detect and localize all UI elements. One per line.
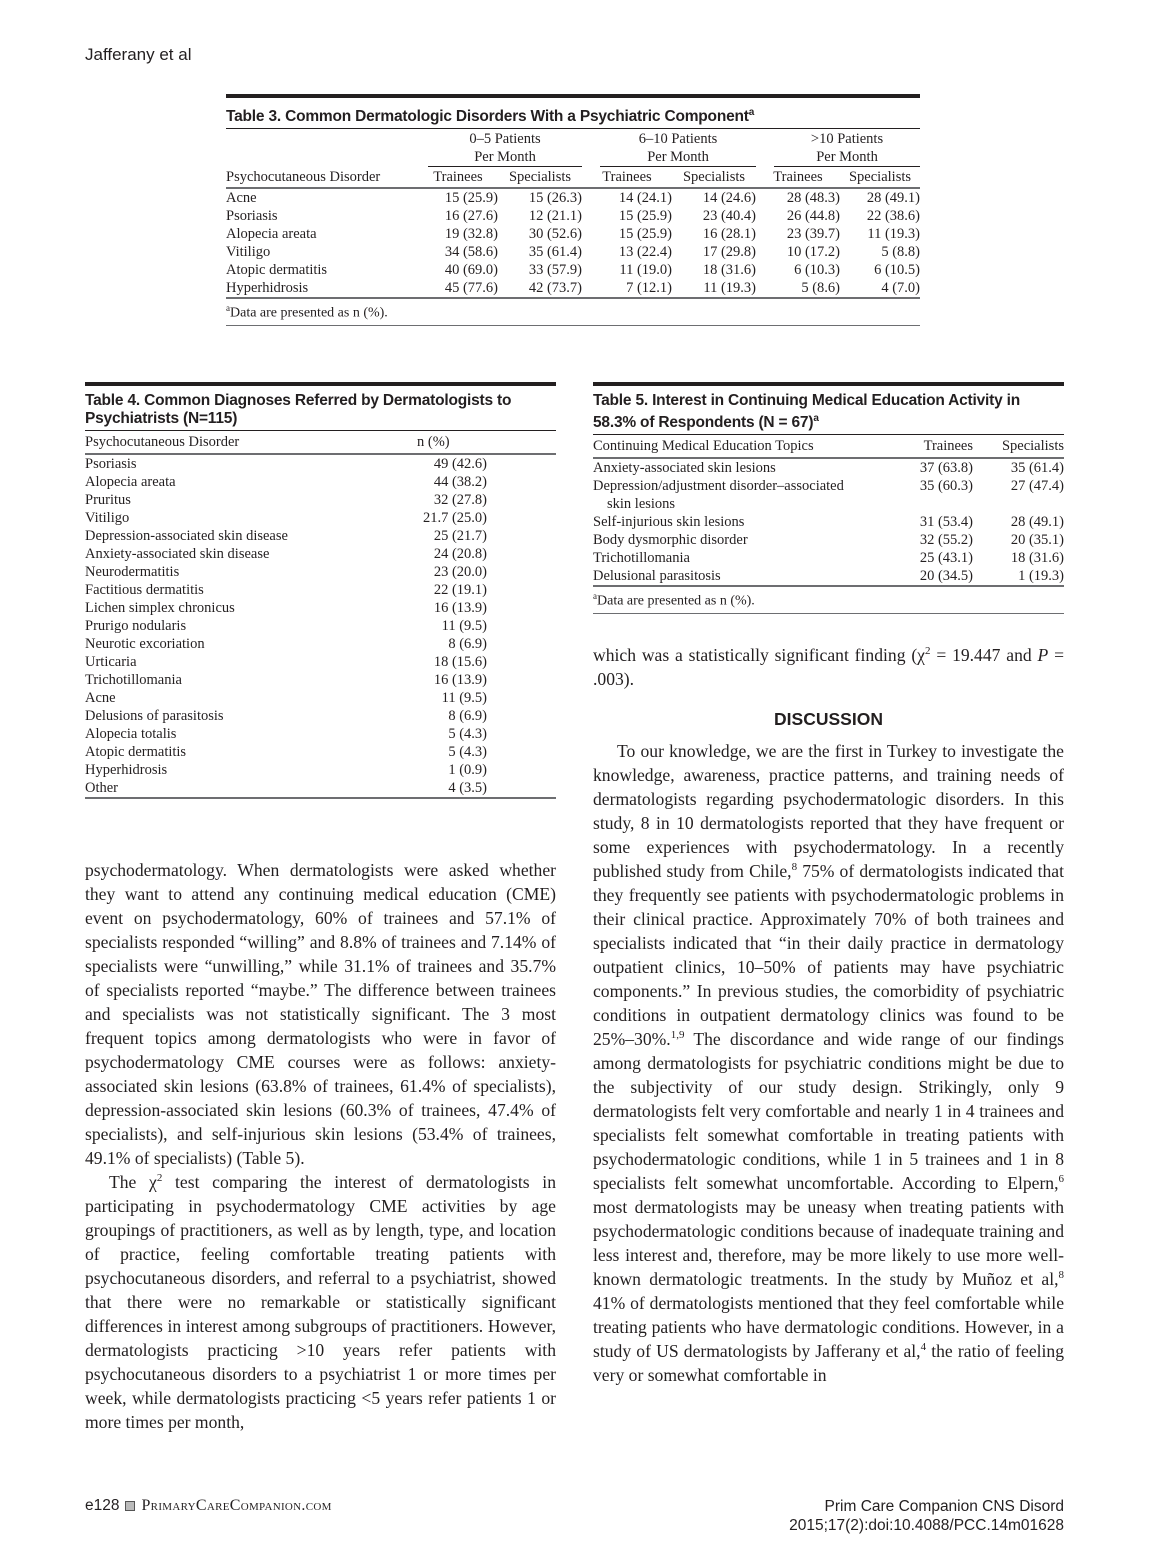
superscript: 2 xyxy=(925,645,931,658)
cell-value: 11 (19.0) xyxy=(619,262,672,279)
citation-ref: 8 xyxy=(1058,1269,1064,1282)
disorder-name: Atopic dermatitis xyxy=(85,744,187,760)
body-column-left xyxy=(85,858,556,1434)
table-3-title xyxy=(226,98,920,128)
cell-value: 28 (48.3) xyxy=(786,190,840,207)
citation-doi: 2015;17(2):doi:10.4088/PCC.14m01628 xyxy=(789,1517,1064,1534)
cell-value: 16 (27.6) xyxy=(444,208,498,225)
table-row xyxy=(85,707,556,725)
paragraph xyxy=(593,643,1064,691)
col-header-trainees: Trainees xyxy=(773,169,823,186)
cell-value: 15 (25.9) xyxy=(618,208,672,225)
citation-ref: 8 xyxy=(791,861,798,874)
cell-value xyxy=(397,473,556,491)
cell-value xyxy=(397,617,556,635)
body-column-right xyxy=(593,739,1064,1387)
paragraph: psychodermatology. When dermatologists were asked whether they want to attend any continuing medical education (CME) event on psychodermatology, 60% of trainees and 57.1% of specialists responded “willing” and 8.8% of trainees and 7.14% of specialists were “unwilling,” while 31.1% of trainees and 35.7% of specialists reported “maybe.” The difference between trainees and specialists was not statistically significant. The 3 most frequent topics among dermatologists who were in favor of psychodermatology CME courses were as follows: anxiety-associated skin lesions (63.8% of trainees, 61.4% of specialists), depression-associated skin lesions (60.3% of trainees, 47.4% of specialists), and self-injurious skin lesions (53.4% of trainees, 49.1% of specialists) (Table 5). xyxy=(85,860,556,1168)
table-row xyxy=(85,725,556,743)
table-5-title-footnote-mark: a xyxy=(813,413,819,424)
col-header-trainees: Trainees xyxy=(433,169,483,186)
table-row xyxy=(85,761,556,779)
group-header-6-10: 6–10 Patients xyxy=(638,131,718,148)
page-number: e128 xyxy=(85,1497,120,1514)
disorder-name: Other xyxy=(85,780,119,796)
n-percent: 16 (13.9) xyxy=(433,600,487,616)
n-percent: 24 (20.8) xyxy=(433,546,487,562)
cell-value: 28 (49.1) xyxy=(866,190,920,207)
footer-right xyxy=(789,1497,1064,1535)
table-row xyxy=(85,581,556,599)
table-5-body xyxy=(593,458,1064,586)
disorder-name: Hyperhidrosis xyxy=(226,280,309,297)
topic-name-continued: skin lesions xyxy=(607,496,676,513)
table-row xyxy=(593,477,1064,513)
text-run: most dermatologists may be uneasy when treating patients with psychodermatologic conditions because of inadequate training and less interest and, therefore, may be more likely to use more well-known dermatologic treatments. In the study by Muñoz et al, xyxy=(593,1197,1064,1289)
disorder-name: Psoriasis xyxy=(85,456,137,472)
disorder-name: Pruritus xyxy=(85,492,131,508)
disorder-name: Urticaria xyxy=(85,654,137,670)
table-row xyxy=(226,225,920,243)
trainees-value: 25 (43.1) xyxy=(919,550,973,567)
table-5-column-header xyxy=(593,435,1064,459)
disorder-name: Vitiligo xyxy=(85,510,130,526)
n-percent: 8 (6.9) xyxy=(448,636,487,652)
n-percent: 11 (9.5) xyxy=(441,690,487,706)
table-4 xyxy=(85,382,556,799)
cell-value: 23 (40.4) xyxy=(702,208,756,225)
topic-name: Body dysmorphic disorder xyxy=(593,532,748,549)
cell-value xyxy=(397,779,556,798)
text-run: 75% of dermatologists indicated that they frequently see patients with psychodermatologic problems in their clinical practice. Approximately 70% of both trainees and specialists indicated that “in their daily practice in dermatology outpatient clinics, 10–50% of patients may have psychiatric components.” In previous studies, the comorbidity of psychiatric conditions in outpatient dermatology clinics was found to be 25%–30%. xyxy=(593,861,1065,1049)
table-4-column-header xyxy=(85,431,556,455)
topic-cell xyxy=(593,567,893,586)
disorder-name: Acne xyxy=(85,690,116,706)
disorder-name: Delusions of parasitosis xyxy=(85,708,224,724)
col-header-n-percent: n (%) xyxy=(417,434,450,450)
table-4-title: Table 4. Common Diagnoses Referred by Dermatologists to Psychiatrists (N=115) xyxy=(85,392,512,427)
cell-value xyxy=(397,509,556,527)
specialists-value: 27 (47.4) xyxy=(1010,478,1064,495)
cell-value: 12 (21.1) xyxy=(528,208,582,225)
text-run: The discordance and wide range of our findings among dermatologists for psychiatric conditions might be due to the subjectivity of our study design. Strikingly, only 9 dermatologists felt very comfortable and nearly 1 in 4 trainees and specialists felt somewhat comfortable in treating patients with psychodermatologic conditions, while 1 in 5 trainees and 1 in 8 specialists felt somewhat uncomfortable. According to Elpern, xyxy=(593,1029,1064,1193)
table-row xyxy=(226,243,920,261)
n-percent: 49 (42.6) xyxy=(433,456,487,472)
table-3-grid xyxy=(226,128,920,299)
footnote-text: Data are presented as n (%). xyxy=(230,305,388,321)
table-row xyxy=(593,458,1064,477)
text-run: which was a statistically significant finding (χ xyxy=(593,645,925,665)
trainees-value: 32 (55.2) xyxy=(919,532,973,549)
topic-name: Delusional parasitosis xyxy=(593,568,721,585)
running-head: Jafferany et al xyxy=(85,45,192,64)
cell-value: 5 (8.8) xyxy=(881,244,920,261)
journal-website-link[interactable]: PrimaryCareCompanion.com xyxy=(141,1497,332,1514)
topic-cell xyxy=(593,513,893,531)
specialists-value: 20 (35.1) xyxy=(1010,532,1064,549)
table-row xyxy=(85,545,556,563)
table-row xyxy=(593,567,1064,586)
disorder-name: Depression-associated skin disease xyxy=(85,528,288,544)
journal-name: Prim Care Companion CNS Disord xyxy=(824,1498,1064,1515)
cell-value xyxy=(397,491,556,509)
table-row xyxy=(593,531,1064,549)
specialists-value: 35 (61.4) xyxy=(1010,460,1064,477)
paragraph xyxy=(593,739,1064,1387)
cell-value: 14 (24.1) xyxy=(618,190,672,207)
cell-value: 14 (24.6) xyxy=(702,190,756,207)
cell-value: 4 (7.0) xyxy=(881,280,920,297)
text-run: = .003). xyxy=(593,645,1064,689)
table-3-title-footnote-mark: a xyxy=(748,107,755,118)
disorder-name: Anxiety-associated skin disease xyxy=(85,546,270,562)
cell-value: 40 (69.0) xyxy=(444,262,498,279)
citation-ref: 4 xyxy=(920,1341,927,1354)
text-run: test comparing the interest of dermatologists in participating in psychodermatology CME activities by age groupings of practitioners, as well as by length, type, and location of practice, feeling comfortable treating patients with psychocutaneous disorders, and referral to a psychiatrist, showed that there were no remarkable or statistically significant differences in interest among subgroups of practitioners. However, dermatologists practicing >10 years refer patients with psychocutaneous disorders to a psychiatrist 1 or more times per week, while dermatologists practicing <5 years refer patients 1 or more times per month, xyxy=(85,1172,556,1432)
group-header-6-10-line2: Per Month xyxy=(647,148,709,165)
cell-value: 13 (22.4) xyxy=(618,244,672,261)
cell-value: 15 (26.3) xyxy=(528,190,582,207)
cell-value xyxy=(397,581,556,599)
table-row xyxy=(85,617,556,635)
disorder-name: Alopecia areata xyxy=(85,474,176,490)
disorder-name: Acne xyxy=(226,190,257,207)
table-5-title-text: Table 5. Interest in Continuing Medical Education Activity in 58.3% of Respondents (N = 67) xyxy=(593,392,1021,432)
table-row xyxy=(85,599,556,617)
table-row xyxy=(226,188,920,207)
cell-value: 30 (52.6) xyxy=(528,226,582,243)
disorder-name: Factitious dermatitis xyxy=(85,582,204,598)
n-percent: 4 (3.5) xyxy=(448,780,487,796)
table-row xyxy=(85,454,556,473)
n-percent: 16 (13.9) xyxy=(433,672,487,688)
n-percent: 18 (15.6) xyxy=(433,654,487,670)
cell-value: 17 (29.8) xyxy=(702,244,756,261)
cell-value: 45 (77.6) xyxy=(444,280,498,297)
group-header-0-5: 0–5 Patients xyxy=(469,131,541,148)
table-row xyxy=(85,491,556,509)
cell-value: 7 (12.1) xyxy=(626,280,672,297)
cell-value: 34 (58.6) xyxy=(444,244,498,261)
table-row xyxy=(85,779,556,798)
cell-value xyxy=(397,725,556,743)
table-row xyxy=(593,513,1064,531)
table-row xyxy=(85,671,556,689)
table-row xyxy=(593,549,1064,567)
disorder-name: Alopecia areata xyxy=(226,226,317,243)
cell-value: 33 (57.9) xyxy=(528,262,582,279)
cell-value xyxy=(397,671,556,689)
n-percent: 25 (21.7) xyxy=(433,528,487,544)
table-5-title xyxy=(593,386,1064,434)
col-header-disorder: Psychocutaneous Disorder xyxy=(85,434,240,450)
topic-name: Anxiety-associated skin lesions xyxy=(593,460,776,477)
cell-value: 11 (19.3) xyxy=(867,226,920,243)
cell-value: 23 (39.7) xyxy=(786,226,840,243)
topic-cell xyxy=(593,531,893,549)
cell-value: 16 (28.1) xyxy=(702,226,756,243)
cell-value: 15 (25.9) xyxy=(618,226,672,243)
group-header-0-5-line2: Per Month xyxy=(474,148,536,165)
disorder-name: Lichen simplex chronicus xyxy=(85,600,235,616)
specialists-value: 28 (49.1) xyxy=(1010,514,1064,531)
cell-value xyxy=(397,527,556,545)
specialists-value: 1 (19.3) xyxy=(1018,568,1064,585)
disorder-name: Vitiligo xyxy=(226,244,271,261)
cell-value: 35 (61.4) xyxy=(528,244,582,261)
superscript: 2 xyxy=(156,1172,163,1185)
col-header-trainees: Trainees xyxy=(923,438,973,455)
topic-cell xyxy=(593,477,893,513)
n-percent: 22 (19.1) xyxy=(433,582,487,598)
cell-value: 11 (19.3) xyxy=(703,280,756,297)
col-header-disorder: Psychocutaneous Disorder xyxy=(226,169,381,186)
p-value-symbol: P xyxy=(1037,645,1049,665)
cell-value: 19 (32.8) xyxy=(444,226,498,243)
text-run: To our knowledge, we are the first in Turkey to investigate the knowledge, awareness, practice patterns, and training needs of dermatologists regarding psychodermatologic disorders. In this study, 8 in 10 dermatologists reported that they have frequent or some experiences with psychodermatology. In a recently published study from Chile, xyxy=(593,741,1064,881)
citation-ref: 1,9 xyxy=(670,1029,685,1042)
text-run: The χ xyxy=(109,1172,157,1192)
cell-value xyxy=(397,563,556,581)
cell-value: 26 (44.8) xyxy=(786,208,840,225)
trainees-value: 37 (63.8) xyxy=(919,460,973,477)
cell-value xyxy=(397,599,556,617)
table-3-group-header xyxy=(226,129,920,168)
cell-value xyxy=(397,707,556,725)
square-bullet-icon xyxy=(125,1501,135,1511)
table-row xyxy=(85,509,556,527)
cell-value xyxy=(397,653,556,671)
cell-value xyxy=(397,635,556,653)
cell-value: 18 (31.6) xyxy=(702,262,756,279)
text-run: the ratio of feeling very or somewhat comfortable in xyxy=(593,1341,1064,1385)
text-run: 41% of dermatologists mentioned that they feel comfortable while treating patients who have dermatologic conditions. However, in a study of US dermatologists by Jafferany et al, xyxy=(593,1293,1064,1361)
disorder-name: Atopic dermatitis xyxy=(226,262,328,279)
cell-value xyxy=(397,689,556,707)
disorder-name: Prurigo nodularis xyxy=(85,618,187,634)
n-percent: 44 (38.2) xyxy=(433,474,487,490)
table-row xyxy=(226,207,920,225)
table-3 xyxy=(226,94,920,326)
disorder-name: Neurodermatitis xyxy=(85,564,180,580)
group-header-gt10-line2: Per Month xyxy=(816,148,878,165)
table-5-footnote xyxy=(593,587,1064,614)
section-heading-discussion: DISCUSSION xyxy=(774,709,883,729)
disorder-name: Psoriasis xyxy=(226,208,278,225)
cell-value: 6 (10.5) xyxy=(874,262,920,279)
topic-name: Depression/adjustment disorder–associated xyxy=(593,478,844,495)
trainees-value: 20 (34.5) xyxy=(919,568,973,585)
table-row xyxy=(226,261,920,279)
cell-value xyxy=(397,761,556,779)
n-percent: 21.7 (25.0) xyxy=(422,510,487,526)
disorder-name: Trichotillomania xyxy=(85,672,182,688)
disorder-name: Neurotic excoriation xyxy=(85,636,205,652)
cell-value xyxy=(397,743,556,761)
cell-value: 10 (17.2) xyxy=(786,244,840,261)
footnote-text: Data are presented as n (%). xyxy=(597,593,755,609)
trainees-value: 31 (53.4) xyxy=(919,514,973,531)
cell-value xyxy=(397,454,556,473)
table-row xyxy=(85,527,556,545)
col-header-specialists: Specialists xyxy=(848,169,912,186)
col-header-specialists: Specialists xyxy=(682,169,746,186)
table-3-body xyxy=(226,188,920,298)
n-percent: 23 (20.0) xyxy=(433,564,487,580)
cell-value: 15 (25.9) xyxy=(444,190,498,207)
col-header-trainees: Trainees xyxy=(602,169,652,186)
table-5 xyxy=(593,382,1064,614)
table-5-grid xyxy=(593,434,1064,587)
table-row xyxy=(85,689,556,707)
table-row xyxy=(85,635,556,653)
citation-ref: 6 xyxy=(1058,1173,1064,1186)
cell-value: 5 (8.6) xyxy=(801,280,840,297)
n-percent: 5 (4.3) xyxy=(448,726,487,742)
topic-cell xyxy=(593,458,893,477)
table-3-column-header xyxy=(226,167,920,188)
col-header-topic: Continuing Medical Education Topics xyxy=(593,438,814,455)
paragraph xyxy=(85,1170,556,1434)
n-percent: 8 (6.9) xyxy=(448,708,487,724)
cell-value xyxy=(397,545,556,563)
cell-value: 22 (38.6) xyxy=(866,208,920,225)
group-header-gt10: >10 Patients xyxy=(810,131,884,148)
cell-value: 6 (10.3) xyxy=(794,262,840,279)
table-3-title-text: Table 3. Common Dermatologic Disorders With a Psychiatric Component xyxy=(226,108,749,126)
table-row xyxy=(226,279,920,298)
table-row xyxy=(85,563,556,581)
table-row xyxy=(85,473,556,491)
n-percent: 11 (9.5) xyxy=(441,618,487,634)
specialists-value: 18 (31.6) xyxy=(1010,550,1064,567)
topic-cell xyxy=(593,549,893,567)
table-row xyxy=(85,653,556,671)
disorder-name: Alopecia totalis xyxy=(85,726,177,742)
footnote-mark: a xyxy=(226,303,230,314)
table-4-body xyxy=(85,454,556,798)
body-column-right-top xyxy=(593,643,1064,691)
cell-value: 42 (73.7) xyxy=(528,280,582,297)
n-percent: 32 (27.8) xyxy=(433,492,487,508)
disorder-name: Hyperhidrosis xyxy=(85,762,168,778)
col-header-specialists: Specialists xyxy=(508,169,572,186)
footer-left xyxy=(85,1497,332,1515)
trainees-value: 35 (60.3) xyxy=(919,478,973,495)
topic-name: Self-injurious skin lesions xyxy=(593,514,745,531)
col-header-specialists: Specialists xyxy=(1001,438,1064,455)
n-percent: 1 (0.9) xyxy=(448,762,487,778)
text-run: = 19.447 and xyxy=(930,645,1038,665)
table-3-footnote xyxy=(226,299,920,326)
footnote-mark: a xyxy=(593,591,597,602)
n-percent: 5 (4.3) xyxy=(448,744,487,760)
table-row xyxy=(85,743,556,761)
topic-name: Trichotillomania xyxy=(593,550,690,567)
table-4-grid xyxy=(85,430,556,799)
